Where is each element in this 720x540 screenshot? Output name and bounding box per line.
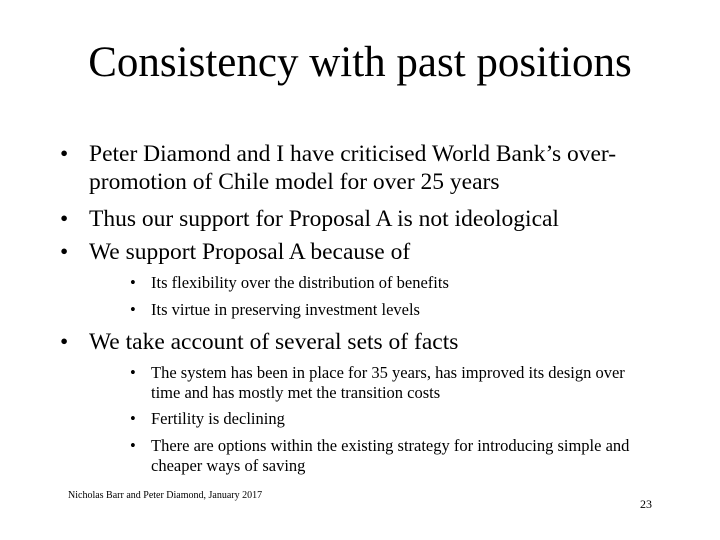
sub-bullet-text: There are options within the existing strategy for introducing simple and cheaper ways of saving: [151, 436, 630, 475]
slide-footer: Nicholas Barr and Peter Diamond, January 2017: [68, 490, 263, 501]
bullet-marker: •: [60, 141, 69, 167]
sub-bullet-marker: •: [130, 436, 136, 455]
sub-bullet-marker: •: [130, 363, 136, 382]
bullet-item: [60, 205, 680, 233]
sub-bullet-marker: •: [130, 409, 136, 428]
sub-bullet-item: [130, 273, 670, 293]
bullet-item: [60, 238, 680, 266]
slide-title: Consistency with past positions: [88, 39, 632, 86]
bullet-text: We take account of several sets of facts: [89, 329, 459, 355]
sub-bullet-text: Fertility is declining: [151, 409, 285, 428]
bullet-text: We support Proposal A because of: [89, 239, 411, 265]
bullet-marker: •: [60, 329, 69, 355]
sub-bullet-text: Its virtue in preserving investment levels: [151, 300, 420, 319]
sub-bullet-item: [130, 436, 635, 476]
sub-bullet-marker: •: [130, 300, 136, 319]
bullet-text: Peter Diamond and I have criticised World Bank’s over-promotion of Chile model for over 25 years: [89, 141, 617, 195]
sub-bullet-item: [130, 363, 635, 403]
page-number: 23: [640, 497, 652, 511]
sub-bullet-text: The system has been in place for 35 years, has improved its design over time and has mostly met the transition costs: [151, 363, 625, 402]
bullet-text: Thus our support for Proposal A is not ideological: [89, 206, 559, 232]
bullet-marker: •: [60, 206, 69, 232]
sub-bullet-item: [130, 409, 635, 429]
sub-bullet-text: Its flexibility over the distribution of benefits: [151, 273, 449, 292]
bullet-item: [60, 328, 680, 356]
sub-bullet-item: [130, 300, 670, 320]
bullet-marker: •: [60, 239, 69, 265]
bullet-item: [60, 140, 660, 196]
sub-bullet-marker: •: [130, 273, 136, 292]
